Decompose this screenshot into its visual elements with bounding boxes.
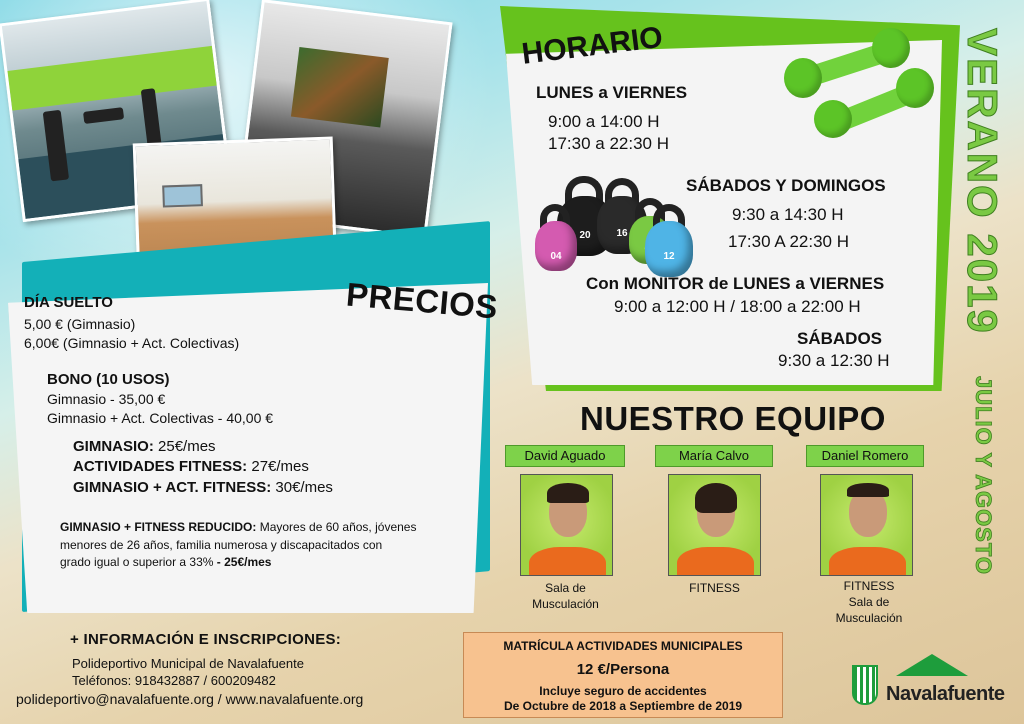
reducido-text1: Mayores de 60 años, jóvenes — [259, 520, 417, 534]
member-role-2: FITNESS — [689, 581, 740, 595]
matricula-insurance: Incluye seguro de accidentes — [539, 684, 707, 698]
mes-both-value: 30€/mes — [275, 479, 333, 496]
info-phones: Teléfonos: 918432887 / 600209482 — [72, 673, 276, 688]
weekend-label: SÁBADOS Y DOMINGOS — [686, 176, 886, 195]
info-place: Polideportivo Municipal de Navalafuente — [72, 656, 304, 671]
mes-gym-value: 25€/mes — [158, 438, 216, 455]
matricula-price: 12 €/Persona — [576, 661, 670, 678]
dia-suelto-gym: 5,00 € (Gimnasio) — [24, 316, 136, 332]
logo-text: Navalafuente — [886, 683, 1005, 705]
verano-title: VERANO 2019 — [959, 28, 1006, 335]
reducido-line2: menores de 26 años, familia numerosa y discapacitados con — [60, 538, 383, 552]
team-title: NUESTRO EQUIPO — [580, 400, 886, 437]
mes-both-label: GIMNASIO + ACT. FITNESS: — [73, 479, 272, 496]
mes-gym-label: GIMNASIO: — [73, 438, 154, 455]
bono-heading: BONO (10 USOS) — [47, 371, 170, 388]
reducido-line3 — [60, 555, 271, 569]
mes-fitness-value: 27€/mes — [251, 458, 309, 475]
info-title: + INFORMACIÓN E INSCRIPCIONES: — [70, 631, 342, 648]
member-role-3: FITNESS Sala de Musculación — [835, 579, 903, 625]
crest-icon — [852, 665, 878, 705]
weekdays-label: LUNES a VIERNES — [536, 83, 688, 102]
member-portrait-1 — [520, 474, 613, 576]
months-subtitle: JULIO Y AGOSTO — [971, 376, 996, 576]
saturday-label: SÁBADOS — [797, 329, 883, 348]
member-name-1: David Aguado — [505, 445, 625, 467]
bono-gym: Gimnasio - 35,00 € — [47, 391, 166, 407]
saturday-hours: 9:30 a 12:30 H — [778, 351, 890, 370]
logo-roof-icon — [896, 654, 968, 676]
kettlebells-icon — [535, 176, 705, 286]
precios-title: PRECIOS — [344, 275, 500, 326]
dia-suelto-heading: DÍA SUELTO — [24, 294, 113, 311]
member-portrait-2 — [668, 474, 761, 576]
kettlebell-20: 20 — [557, 196, 613, 256]
member-role-1: Sala de Musculación — [532, 581, 599, 611]
weekend-morning: 9:30 a 14:30 H — [732, 205, 844, 224]
dia-suelto-gym-act: 6,00€ (Gimnasio + Act. Colectivas) — [24, 335, 240, 351]
matricula-period: De Octubre de 2018 a Septiembre de 2019 — [503, 699, 743, 713]
reducido-text3: grado igual o superior a 33% — [60, 555, 214, 569]
member-name-3: Daniel Romero — [806, 445, 924, 467]
bono-gym-act: Gimnasio + Act. Colectivas - 40,00 € — [47, 410, 274, 426]
monitor-label: Con MONITOR de LUNES a VIERNES — [586, 274, 885, 293]
horario-title: HORARIO — [519, 20, 665, 71]
mes-gym — [73, 438, 216, 455]
mes-fitness-label: ACTIVIDADES FITNESS: — [73, 458, 248, 475]
kettlebell-12: 12 — [645, 221, 693, 277]
weekdays-evening: 17:30 a 22:30 H — [548, 134, 669, 153]
mes-fitness — [73, 458, 309, 475]
member-portrait-3 — [820, 474, 913, 576]
matricula-box — [463, 632, 783, 718]
kettlebell-16: 16 — [597, 196, 647, 254]
member-name-2: María Calvo — [655, 445, 773, 467]
info-contact: polideportivo@navalafuente.org / www.navalafuente.org — [16, 691, 364, 707]
reducido-label: GIMNASIO + FITNESS REDUCIDO: — [60, 520, 257, 534]
kettlebell-04: 04 — [535, 221, 577, 271]
reducido-price: - 25€/mes — [216, 555, 272, 569]
dumbbells-icon — [784, 28, 934, 138]
matricula-title: MATRÍCULA ACTIVIDADES MUNICIPALES — [503, 639, 743, 653]
monitor-hours: 9:00 a 12:00 H / 18:00 a 22:00 H — [614, 297, 861, 316]
reducido-line1 — [60, 520, 416, 534]
weekend-evening: 17:30 A 22:30 H — [728, 232, 849, 251]
weekdays-morning: 9:00 a 14:00 H — [548, 112, 660, 131]
mes-both — [73, 479, 333, 496]
